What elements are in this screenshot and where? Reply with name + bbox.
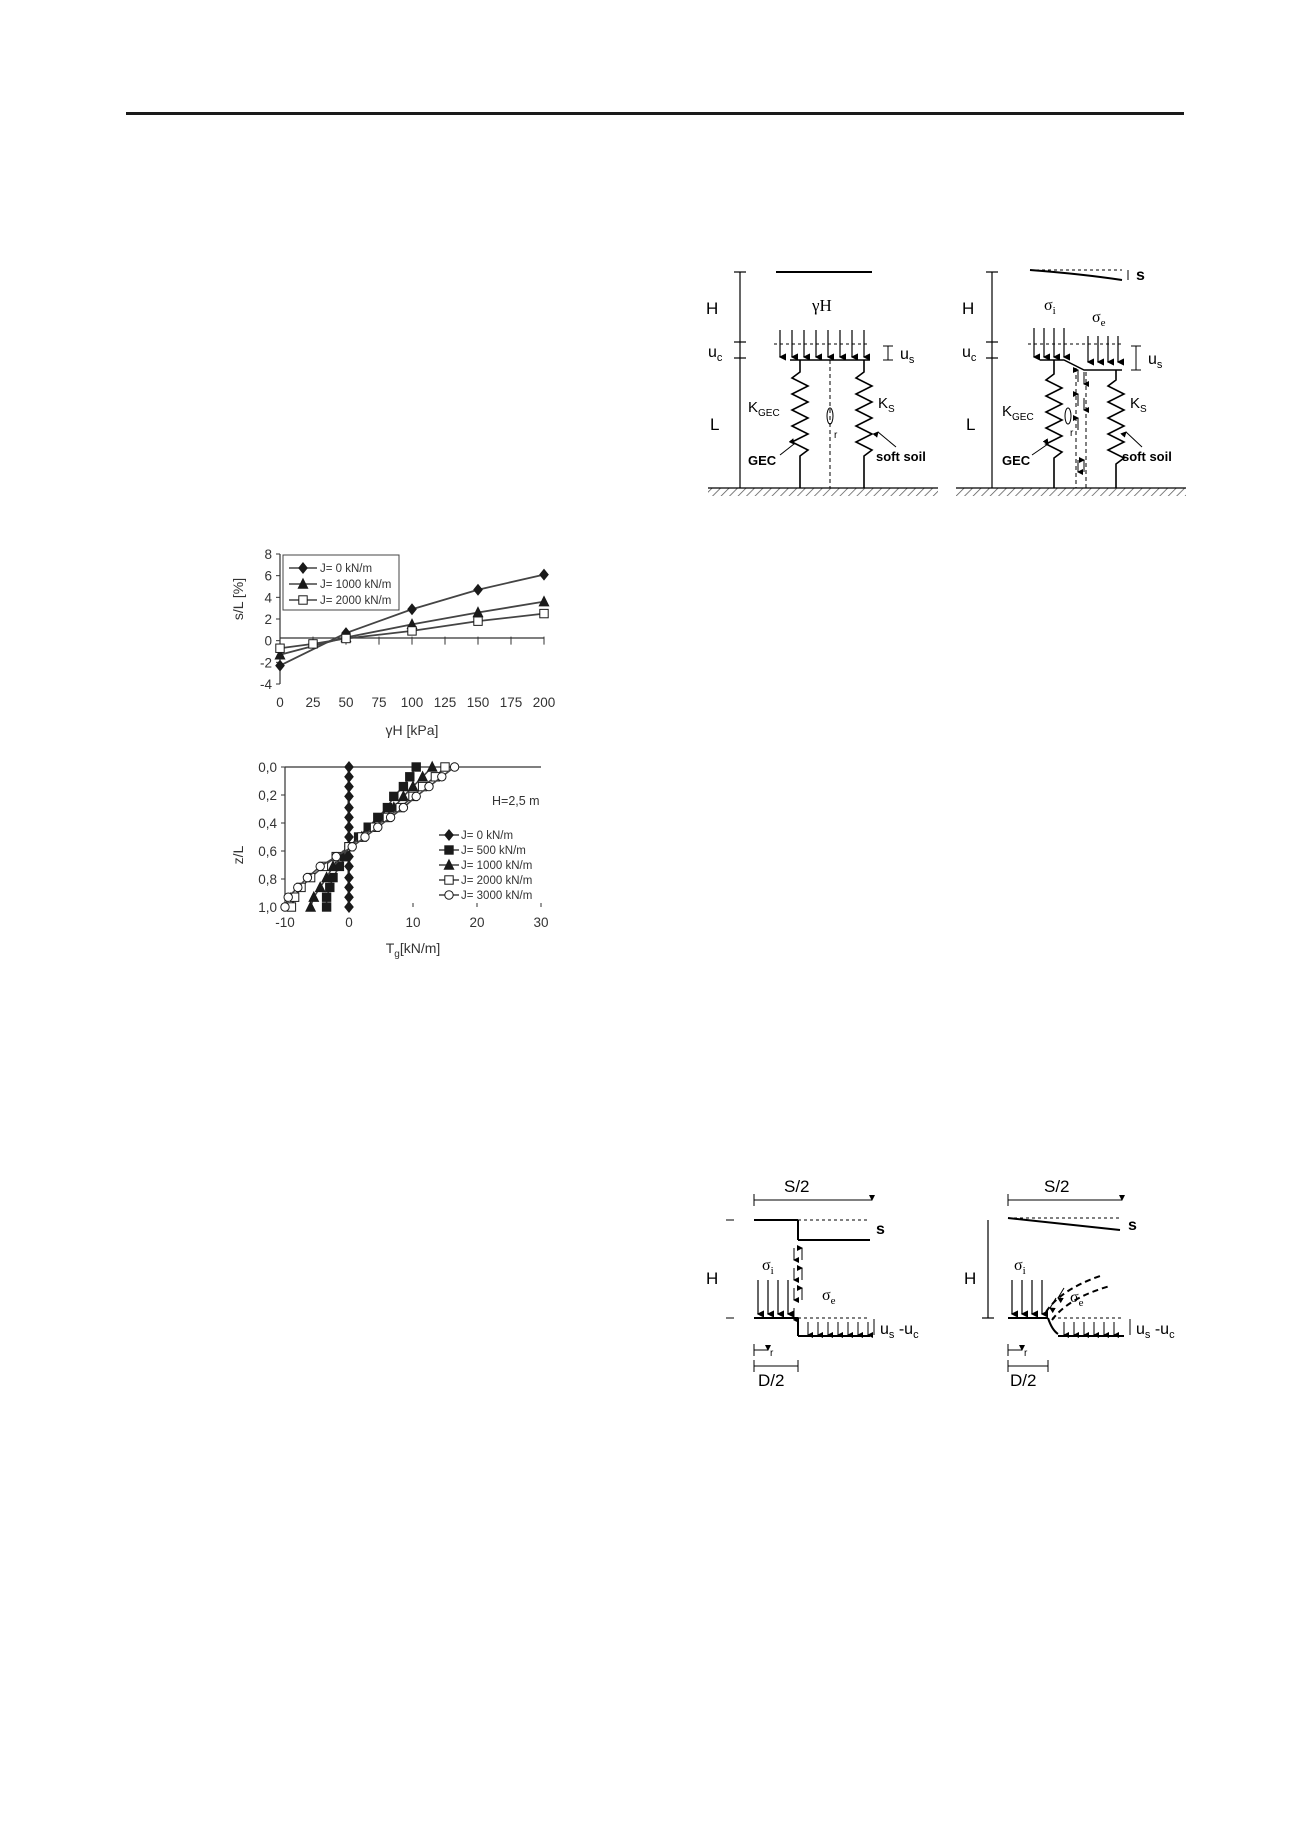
x-tick-label: -10 (275, 915, 295, 930)
y-tick-label: 0,6 (258, 844, 277, 859)
dim-D2: D/2 (758, 1371, 785, 1390)
label-sigma-i: $\sigma_i$ (1014, 1257, 1026, 1277)
diagram-arching-flexible (952, 1172, 1192, 1407)
data-point (361, 833, 369, 841)
dim-S2: S/2 (1044, 1177, 1070, 1196)
data-point (309, 640, 317, 648)
data-point (342, 634, 350, 642)
label-kgec: $K_{GEC}$ (1002, 403, 1034, 423)
spring-soil (1108, 370, 1124, 488)
data-point (425, 782, 433, 790)
x-tick-label: 0 (276, 695, 284, 710)
chart-tension-xlabel: $T_g[kN/m]$ (385, 940, 441, 960)
y-tick-label: 2 (264, 612, 272, 627)
legend-label: J= 2000 kN/m (461, 875, 533, 887)
label-sigma-e: $\sigma_e$ (822, 1287, 836, 1307)
spring-gec (1046, 360, 1062, 488)
dim-us-uc: $u_s$ $-u_c$ (880, 1321, 919, 1341)
x-tick-label: 50 (338, 695, 354, 710)
dim-uc: $u_c$ (708, 344, 723, 364)
dim-H: H (706, 299, 719, 318)
x-tick-label: 75 (371, 695, 387, 710)
legend-label: J= 2000 kN/m (320, 595, 392, 607)
x-tick-label: 125 (433, 695, 457, 710)
y-tick-label: 4 (264, 590, 272, 606)
dim-S2: S/2 (784, 1177, 810, 1196)
data-point (326, 883, 334, 891)
data-point (399, 803, 407, 811)
data-point (412, 763, 420, 771)
y-tick-label: 0,2 (258, 788, 277, 803)
label-r: r (834, 430, 838, 441)
dim-us: $u_s$ (900, 346, 915, 366)
x-tick-label: 175 (499, 695, 523, 710)
legend-label: J= 500 kN/m (461, 845, 526, 857)
y-tick-label: 0,0 (258, 760, 277, 775)
dim-us: $u_s$ (1148, 351, 1163, 371)
data-point (399, 782, 407, 790)
load-gammaH: γH (812, 296, 832, 315)
legend-label: J= 0 kN/m (461, 830, 514, 842)
legend-label: J= 1000 kN/m (320, 579, 392, 591)
y-tick-label: 6 (264, 568, 272, 584)
data-point (441, 763, 449, 771)
legend-label: J= 1000 kN/m (461, 860, 533, 872)
x-tick-label: 0 (345, 915, 353, 930)
data-point (390, 792, 398, 800)
label-soft-soil: soft soil (1122, 449, 1172, 464)
chart-settlement-ylabel: s/L [%] (230, 577, 246, 621)
dim-D2: D/2 (1010, 1371, 1037, 1390)
data-point (386, 813, 394, 821)
diagram-unit-cell-deformed (952, 262, 1192, 502)
spring-soil (856, 360, 872, 488)
x-tick-label: 25 (305, 695, 321, 710)
legend-marker (299, 596, 307, 604)
label-gec: GEC (748, 453, 777, 468)
label-soft-soil: soft soil (876, 449, 926, 464)
legend-label: J= 0 kN/m (320, 563, 373, 575)
y-tick-label: 0,4 (258, 816, 277, 831)
x-tick-label: 10 (405, 915, 421, 930)
x-tick-label: 100 (400, 695, 424, 710)
y-tick-label: -2 (259, 655, 272, 671)
y-tick-label: -4 (259, 677, 272, 692)
data-point (474, 617, 482, 625)
legend-label: J= 3000 kN/m (461, 890, 533, 902)
dim-H: H (964, 1269, 977, 1288)
label-ks: $K_S$ (878, 395, 895, 415)
data-point (412, 792, 420, 800)
data-point (348, 843, 356, 851)
data-point (281, 903, 289, 911)
chart-settlement-xlabel: γH [kPa] (385, 722, 439, 738)
x-tick-label: 20 (469, 915, 485, 930)
data-point (540, 609, 548, 617)
dim-s: s (1136, 267, 1145, 284)
label-sigma-i: $\sigma_i$ (1044, 297, 1056, 317)
data-point (450, 763, 458, 771)
dim-H: H (706, 1269, 719, 1288)
data-point (322, 893, 330, 901)
chart-tension (221, 755, 563, 965)
data-point (284, 893, 292, 901)
x-tick-label: 30 (533, 915, 549, 930)
diagram-arching-rigid (700, 1172, 940, 1407)
y-tick-label: 8 (264, 547, 272, 562)
label-r: r (1024, 1348, 1028, 1359)
dim-H: H (962, 299, 975, 318)
data-point (332, 852, 340, 860)
label-ks: $K_S$ (1130, 395, 1147, 415)
y-tick-label: 0 (264, 633, 272, 649)
data-point (322, 903, 330, 911)
data-point (316, 862, 324, 870)
x-tick-label: 150 (466, 695, 490, 710)
data-point (294, 883, 302, 891)
legend-marker (445, 876, 453, 884)
label-r: r (770, 1348, 774, 1359)
chart-tension-ylabel: z/L (230, 845, 246, 865)
dim-L: L (710, 415, 720, 434)
data-point (374, 823, 382, 831)
label-sigma-i: $\sigma_i$ (762, 1257, 774, 1277)
label-r: r (1070, 428, 1074, 439)
dim-s: s (1128, 1217, 1137, 1234)
label-sigma-e: $\sigma_e$ (1092, 309, 1106, 329)
dim-s: s (876, 1221, 885, 1238)
dim-L: L (966, 415, 976, 434)
data-point (303, 873, 311, 881)
label-gec: GEC (1002, 453, 1031, 468)
label-kgec: $K_{GEC}$ (748, 399, 780, 419)
legend-marker (445, 891, 453, 899)
dim-uc: $u_c$ (962, 344, 977, 364)
legend-marker (445, 846, 453, 854)
data-point (406, 773, 414, 781)
data-point (438, 773, 446, 781)
dim-us-uc: $u_s$ $-u_c$ (1136, 1321, 1175, 1341)
label-sigma-e: $\sigma_e$ (1070, 1289, 1084, 1309)
spring-gec (792, 360, 808, 488)
data-point (408, 627, 416, 635)
chart-settlement (221, 541, 563, 756)
data-point (276, 644, 284, 652)
chart-tension-annotation: H=2,5 m (492, 794, 540, 808)
chart-settlement-legend (283, 555, 399, 610)
diagram-unit-cell-uniform (700, 262, 945, 502)
header-rule (126, 112, 1184, 115)
x-tick-label: 200 (532, 695, 556, 710)
y-tick-label: 0,8 (258, 872, 277, 887)
y-tick-label: 1,0 (258, 900, 277, 915)
